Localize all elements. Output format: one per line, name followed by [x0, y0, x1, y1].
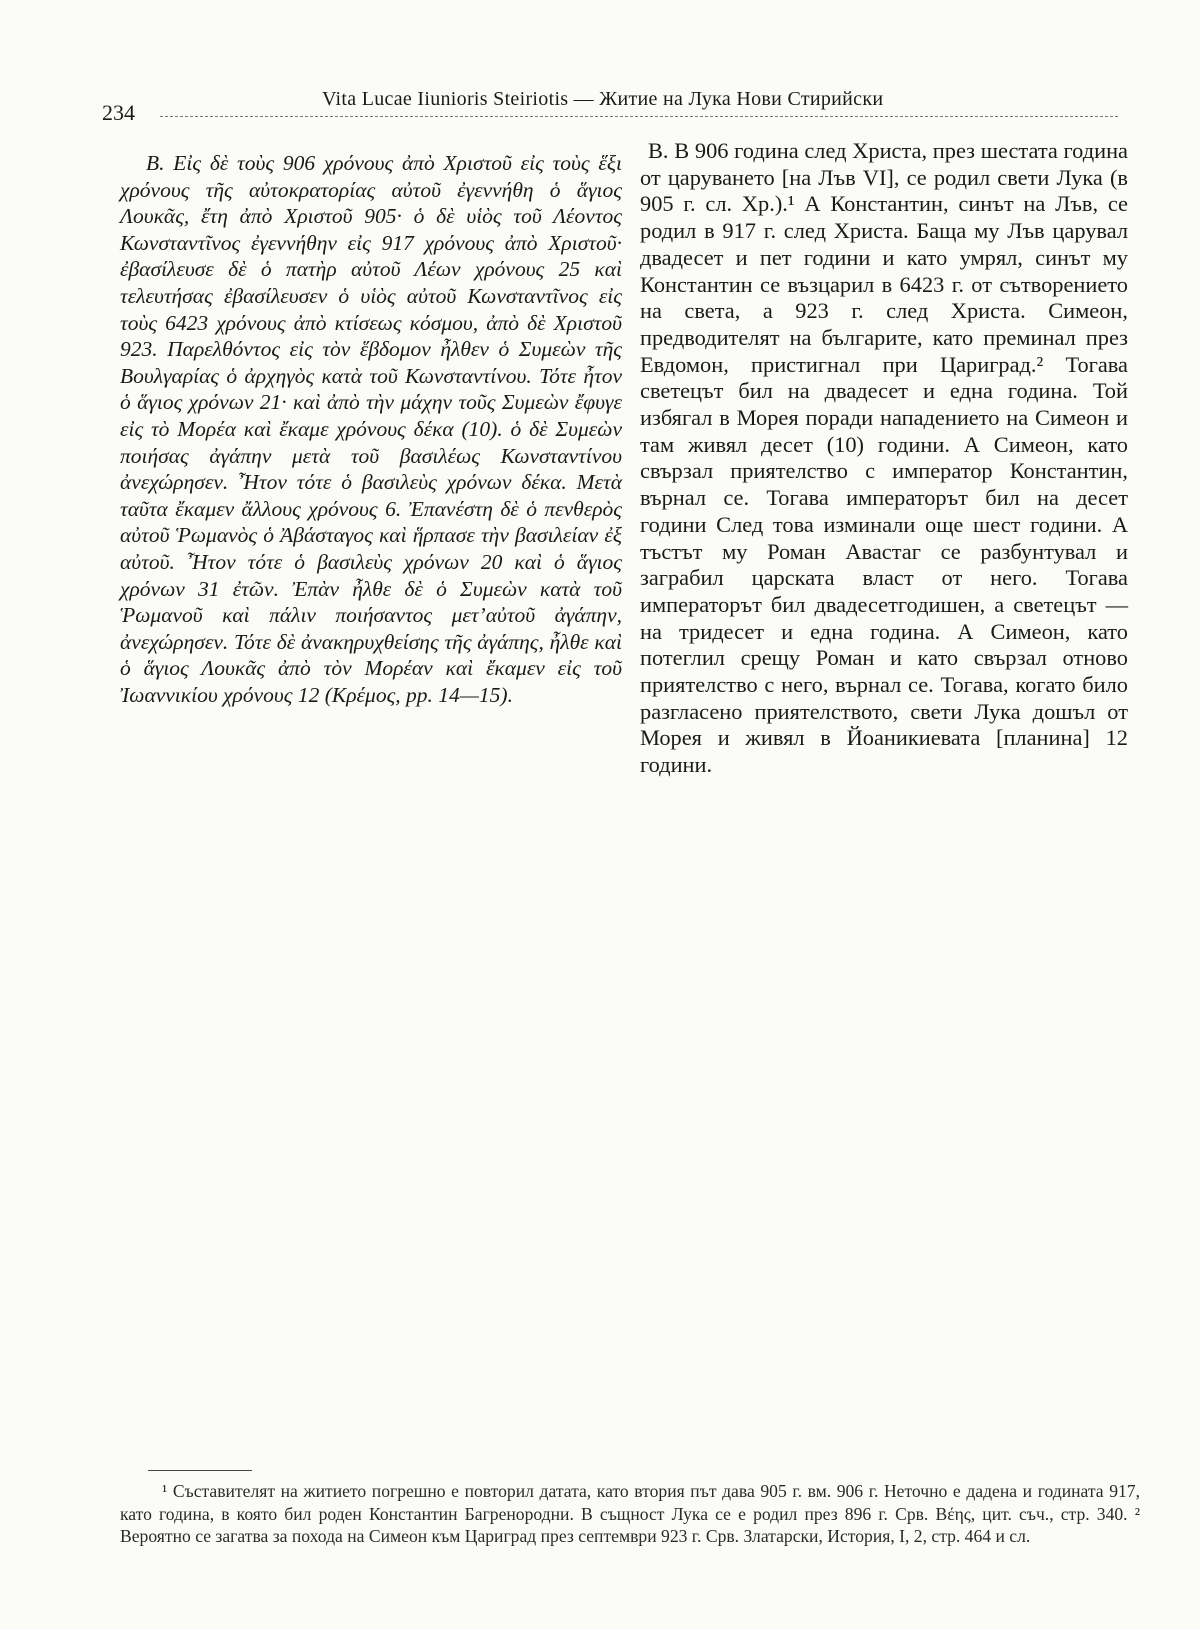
running-header [100, 82, 1100, 125]
bulgarian-text-column [640, 138, 1128, 779]
running-title: Vita Lucae Iiunioris Steiriotis — Житие на Лука Нови Стирийски [322, 88, 884, 110]
page-number: 234 [102, 100, 135, 125]
footnote-text: ¹ Съставителят на житието погрешно е повторил датата, като втория път дава 905 г. вм. 906 г. Неточно е дадена и годината 917, като година, в която бил роден Константин Багренородни. В същност Лука се е родил през 896 г. Срв. Βέης, цит. съч., стр. 340. ² Вероятно се загатва за похода на Симеон към Цариград през септември 923 г. Срв. Златарски, История, I, 2, стр. 464 и сл. [120, 1481, 1140, 1546]
greek-text-column [120, 150, 622, 708]
footnote-rule [148, 1470, 252, 1471]
header-rule [160, 116, 1118, 117]
bulgarian-paragraph: B. В 906 година след Христа, през шестата година от царуването [на Лъв VI], се родил свети Лука (в 905 г. сл. Хр.).¹ А Константин, синът на Лъв, се родил в 917 г. след Христа. Баща му Лъв царувал двадесет и пет години и като умрял, синът му Константин се възцарил в 6423 г. от сътворението на света, а 923 г. след Христа. Симеон, предводителят на българите, като преминал през Евдомон, пристигнал при Цариград.² Тогава светецът бил на двадесет и една година. Той избягал в Морея поради нападението на Симеон и там живял десет (10) години. А Симеон, като свързал приятелство с император Константин, върнал се. Тогава императорът бил на десет години След това изминали още шест години. А тъстът му Роман Авастаг се разбунтувал и заграбил царската власт от него. Тогава императорът бил двадесетгодишен, а светецът — на тридесет и една година. А Симеон, като потеглил срещу Роман и като свързал отново приятелство с него, върнал се. Тогава, когато било разгласено приятелството, свети Лука дошъл от Морея и живял в Йоаникиевата [планина] 12 години. [640, 138, 1128, 778]
footnotes [120, 1480, 1140, 1548]
greek-paragraph: Β. Εἰς δὲ τοὺς 906 χρόνους ἀπὸ Χριστοῦ εἰς τοὺς ἕξι χρόνους τῆς αὐτοκρατορίας αὐτοῦ ἐγεννήθη ὁ ἅγιος Λουκᾶς, ἔτη ἀπὸ Χριστοῦ 905· ὁ δὲ υἱὸς τοῦ Λέοντος Κωνσταντῖνος ἐγεννήθην εἰς 917 χρόνους ἀπὸ Χριστοῦ· ἐβασίλευσε δὲ ὁ πατὴρ αὐτοῦ Λέων χρόνους 25 καὶ τελευτήσας ἐβασίλευσεν ὁ υἱὸς αὐτοῦ Κωνσταντῖνος εἰς τοὺς 6423 χρόνους ἀπὸ κτίσεως κόσμου, ἀπὸ δὲ Χριστοῦ 923. Παρελθόντος εἰς τὸν ἕβδομον ἦλθεν ὁ Συμεὼν τῆς Βουλγαρίας ὁ ἀρχηγὸς κατὰ τοῦ Κωνσταντίνου. Τότε ἦτον ὁ ἅγιος χρόνων 21· καὶ ἀπὸ τὴν μάχην τοῦς Συμεὼν ἔφυγε εἰς τὸ Μορέα καὶ ἔκαμε χρόνους δέκα (10). ὁ δὲ Συμεὼν ποιήσας ἀγάπην μετὰ τοῦ βασιλέως Κωνσταντίνου ἀνεχώρησεν. Ἦτον τότε ὁ βασιλεὺς χρόνων δέκα. Μετὰ ταῦτα ἔκαμεν ἄλλους χρόνους 6. Ἐπανέστη δὲ ὁ πενθερὸς αὐτοῦ Ῥωμανὸς ὁ Ἀβάσταγος καὶ ἥρπασε τὴν βασιλείαν ἐξ αὐτοῦ. Ἦτον τότε ὁ βασιλεὺς χρόνων 20 καὶ ὁ ἅγιος χρόνων 31 ἐτῶν. Ἐπὰν ἦλθε δὲ ὁ Συμεὼν κατὰ τοῦ Ῥωμανοῦ καὶ πάλιν ποιήσαντος μετ’αὐτοῦ ἀγάπην, ἀνεχώρησεν. Τότε δὲ ἀνακηρυχθείσης τῆς ἀγάπης, ἦλθε καὶ ὁ ἅγιος Λουκᾶς ἀπὸ τὸν Μορέαν καὶ ἔκαμεν εἰς τοῦ Ἰωαννικίου χρόνους 12 (Κρέμος, pp. 14—15). [120, 151, 622, 707]
